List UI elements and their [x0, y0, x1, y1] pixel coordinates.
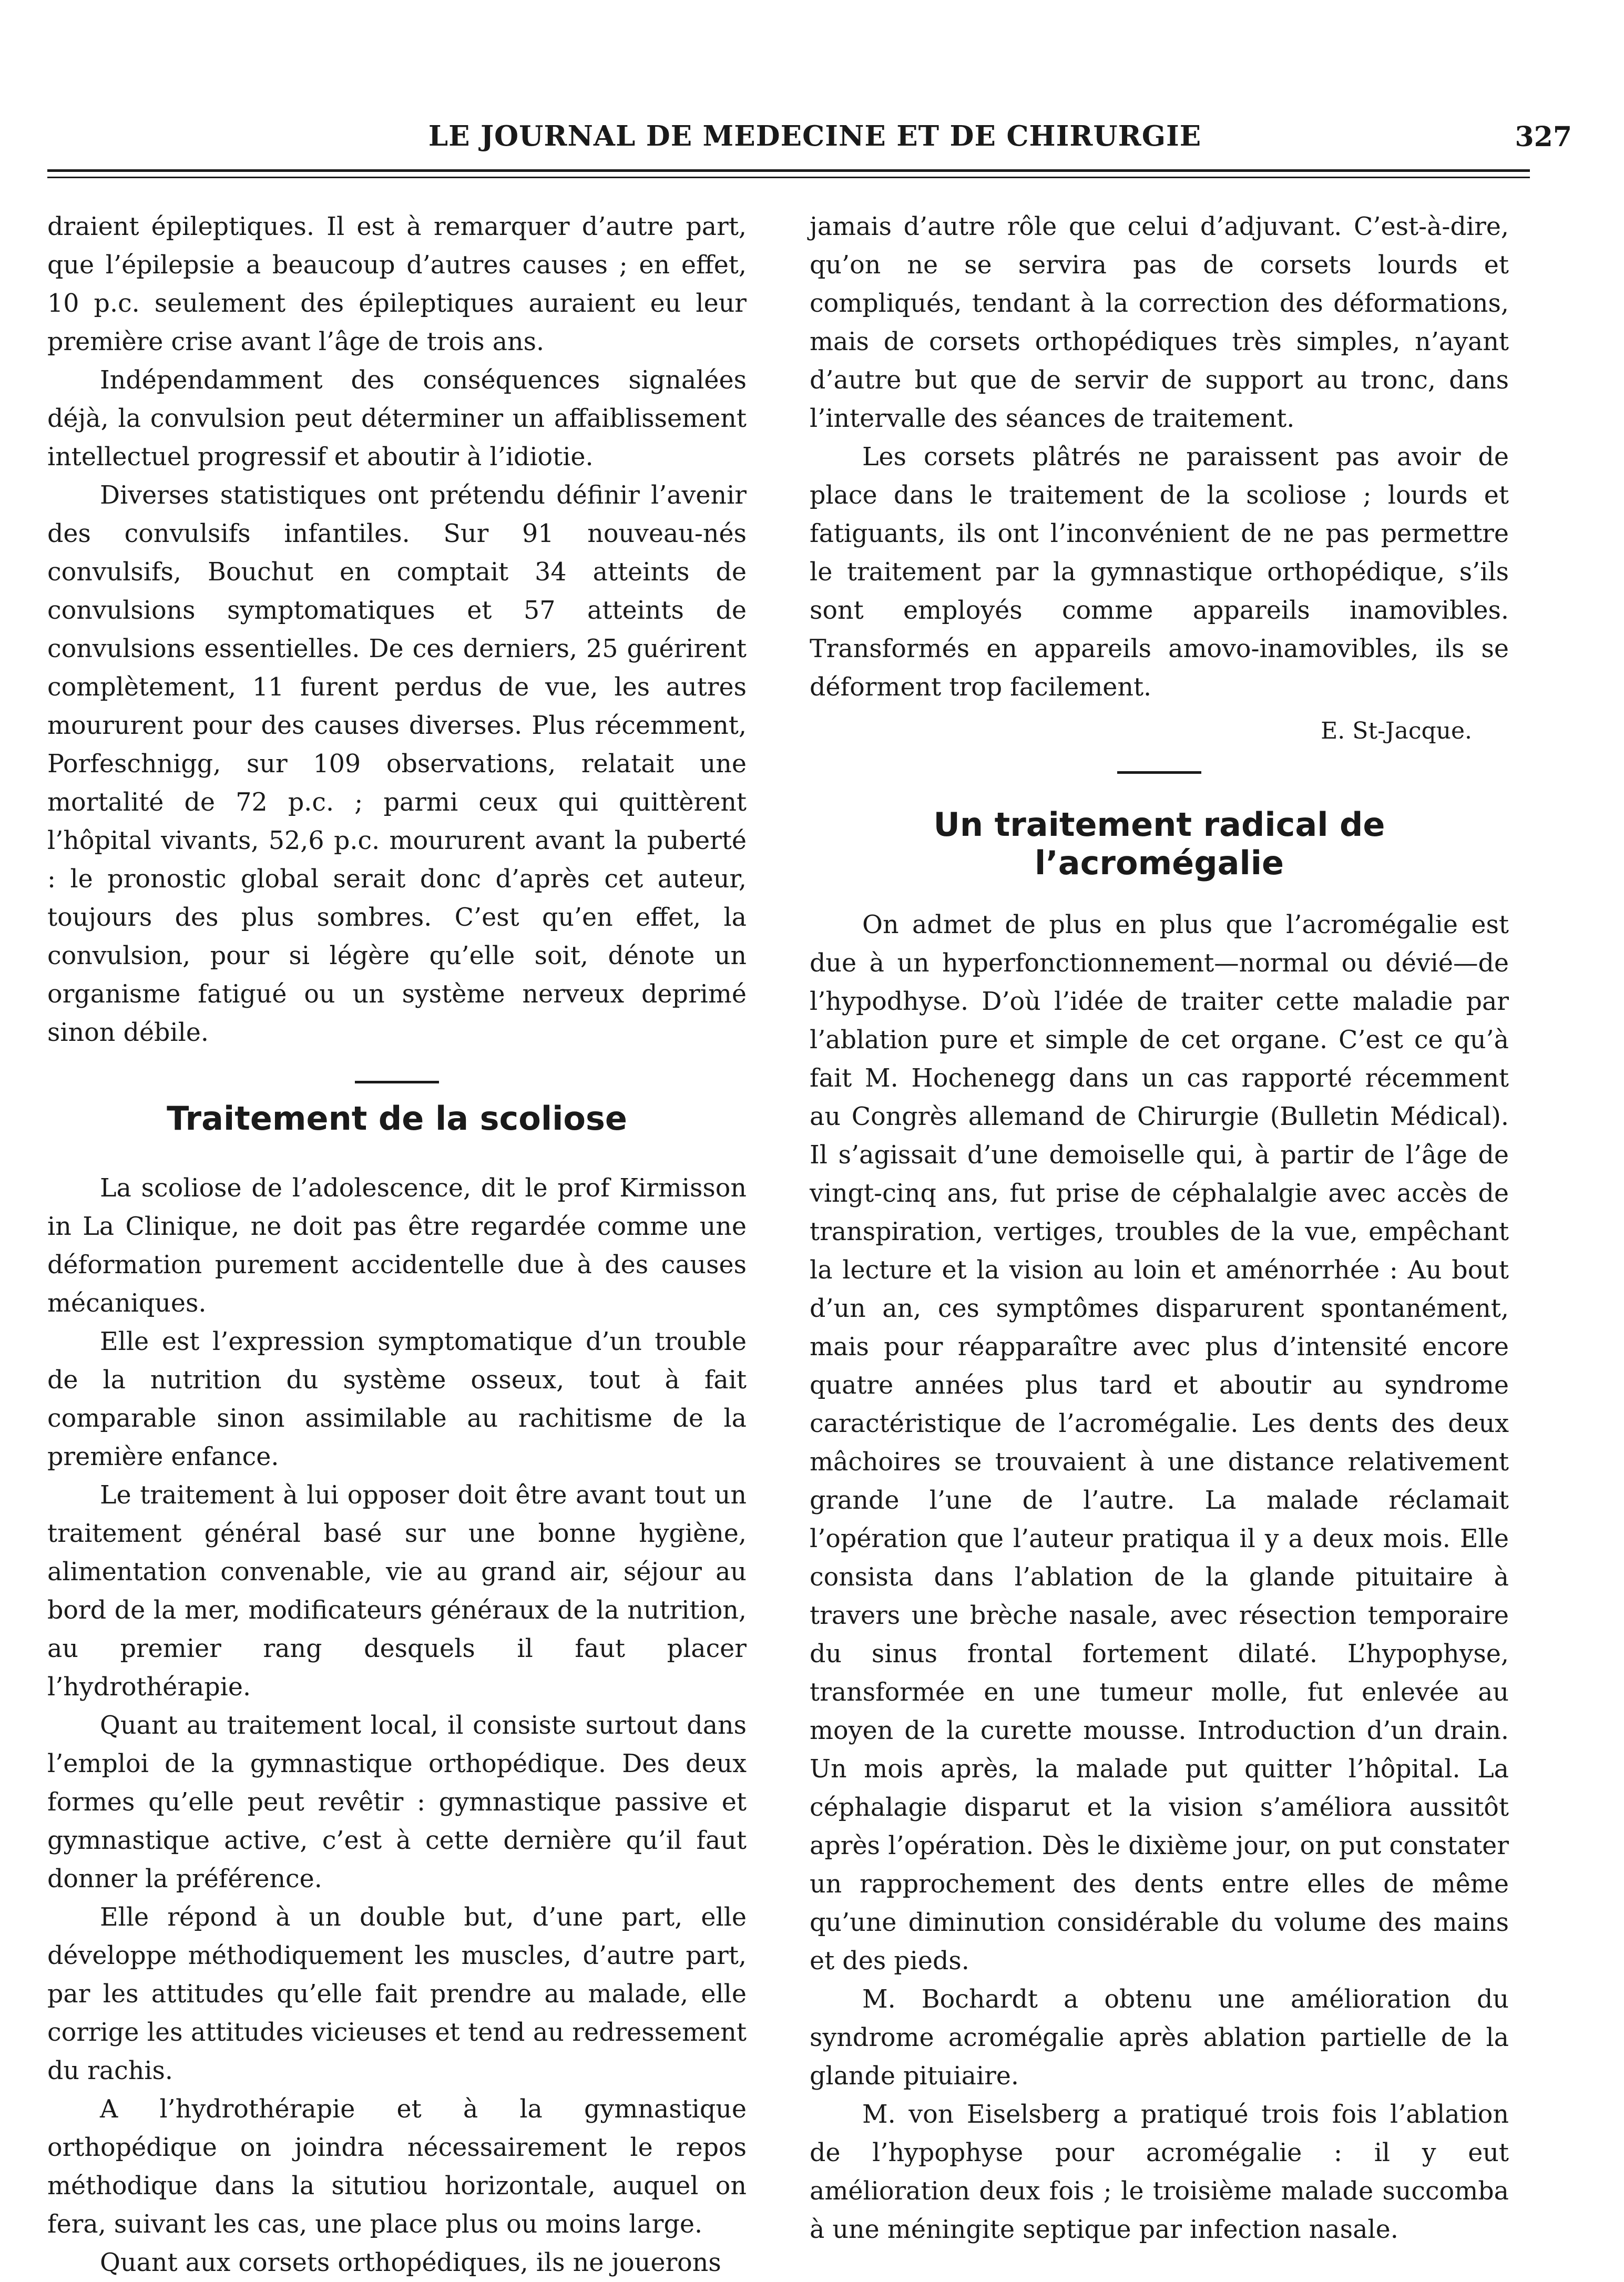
paragraph: Elle est l’expression symptomatique d’un trouble de la nutrition du système osseux, tout à fait comparable sinon assimilable au rachitisme de la première enfance. [47, 1327, 747, 1471]
journal-title: LE JOURNAL DE MEDECINE ET DE CHIRURGIE [428, 120, 1202, 152]
paragraph: Les corsets plâtrés ne paraissent pas avoir de place dans le traitement de la scoliose ; lourds et fatiguants, ils ont l’inconvénient de ne pas permettre le traitement par la gymnastique orthopédique, s’ils sont employés comme appareils inamovibles. Transformés en appareils amovo-inamovibles, ils se déforment trop facilement. [810, 443, 1509, 702]
section-title: Traitement de la scoliose [167, 1099, 627, 1138]
header-rule-top [47, 169, 1530, 172]
paragraph: Indépendamment des conséquences signalées déjà, la convulsion peut déterminer un affaiblissement intellectuel progressif et aboutir à l’idiotie. [47, 366, 747, 472]
paragraph: M. Bochardt a obtenu une amélioration du syndrome acromégalie après ablation partielle de la glande pituiaire. [810, 1985, 1509, 2091]
left-column [47, 208, 747, 2282]
paragraph: jamais d’autre rôle que celui d’adjuvant. C’est-à-dire, qu’on ne se servira pas de corsets lourds et compliqués, tendant à la correction des déformations, mais de corsets orthopédiques très simples, n’ayant d’autre but que de servir de support au tronc, dans l’intervalle des séances de traitement. [810, 212, 1509, 433]
paragraph: draient épileptiques. Il est à remarquer d’autre part, que l’épilepsie a beaucoup d’autres causes ; en effet, 10 p.c. seulement des épileptiques auraient eu leur première crise avant l’âge de trois ans. [47, 212, 747, 356]
paragraph: Elle répond à un double but, d’une part, elle développe méthodiquement les muscles, d’autre part, par les attitudes qu’elle fait prendre au malade, elle corrige les attitudes vicieuses et tend au redressement du rachis. [47, 1903, 747, 2085]
section-separator [355, 1081, 439, 1083]
paragraph: M. von Eiselsberg a pratiqué trois fois l’ablation de l’hypophyse pour acromégalie : il y eut amélioration deux fois ; le troisième malade succomba à une méningite septique par infection nasale. [810, 2100, 1509, 2244]
paragraph: Quant au traitement local, il consiste surtout dans l’emploi de la gymnastique orthopédique. Des deux formes qu’elle peut revêtir : gymnastique passive et gymnastique active, c’est à cette dernière qu’il faut donner la préférence. [47, 1711, 747, 1894]
section-title: Un traitement radical de l’acromégalie [933, 805, 1385, 882]
page-number: 327 [1515, 121, 1572, 153]
paragraph: Quant aux corsets orthopédiques, ils ne jouerons [100, 2248, 721, 2277]
paragraph: A l’hydrothérapie et à la gymnastique orthopédique on joindra nécessairement le repos méthodique dans la situtiou horizontale, auquel on fera, suivant les cas, une place plus ou moins large. [47, 2095, 747, 2239]
paragraph: Le traitement à lui opposer doit être avant tout un traitement général basé sur une bonne hygiène, alimentation convenable, vie au grand air, séjour au bord de la mer, modificateurs généraux de la nutrition, au premier rang desquels il faut placer l’hydrothérapie. [47, 1481, 747, 1702]
running-header [47, 120, 1572, 157]
paragraph: La scoliose de l’adolescence, dit le prof Kirmisson in La Clinique, ne doit pas être regardée comme une déformation purement accidentelle due à des causes mécaniques. [47, 1174, 747, 1318]
author-signature: E. St-Jacque. [1321, 718, 1472, 744]
right-column [810, 208, 1509, 2249]
paragraph: On admet de plus en plus que l’acromégalie est due à un hyperfonctionnement—normal ou dévié—de l’hypodhyse. D’où l’idée de traiter cette maladie par l’ablation pure et simple de cet organe. C’est ce qu’à fait M. Hochenegg dans un cas rapporté récemment au Congrès allemand de Chirurgie (Bulletin Médical). Il s’agissait d’une demoiselle qui, à partir de l’âge de vingt-cinq ans, fut prise de céphalalgie avec accès de transpiration, vertiges, troubles de la vue, empêchant la lecture et la vision au loin et aménorrhée : Au bout d’un an, ces symptômes disparurent spontanément, mais pour réapparaître avec plus d’intensité encore quatre années plus tard et aboutir au syndrome caractéristique de l’acromégalie. Les dents des deux mâchoires se trouvaient à une distance relativement grande l’une de l’autre. La malade réclamait l’opération que l’auteur pratiqua il y a deux mois. Elle consista dans l’ablation de la glande pituitaire à travers une brèche nasale, avec résection temporaire du sinus frontal fortement dilaté. L’hypophyse, transformée en une tumeur molle, fut enlevée au moyen de la curette mousse. Introduction d’un drain. Un mois après, la malade put quitter l’hôpital. La céphalagie disparut et la vision s’améliora aussitôt après l’opération. Dès le dixième jour, on put constater un rapprochement des dents entre elles de même qu’une diminution considérable du volume des mains et des pieds. [810, 910, 1509, 1976]
header-rule-bottom [47, 177, 1530, 178]
section-separator [1117, 771, 1201, 774]
paragraph: Diverses statistiques ont prétendu définir l’avenir des convulsifs infantiles. Sur 91 nouveau-nés convulsifs, Bouchut en comptait 34 atteints de convulsions symptomatiques et 57 atteints de convulsions essentielles. De ces derniers, 25 guérirent complètement, 11 furent perdus de vue, les autres moururent pour des causes diverses. Plus récemment, Porfeschnigg, sur 109 observations, relatait une mortalité de 72 p.c. ; parmi ceux qui quittèrent l’hôpital vivants, 52,6 p.c. moururent avant la puberté : le pronostic global serait donc d’après cet auteur, toujours des plus sombres. C’est qu’en effet, la convulsion, pour si légère qu’elle soit, dénote un organisme fatigué ou un système nerveux deprimé sinon débile. [47, 481, 747, 1047]
